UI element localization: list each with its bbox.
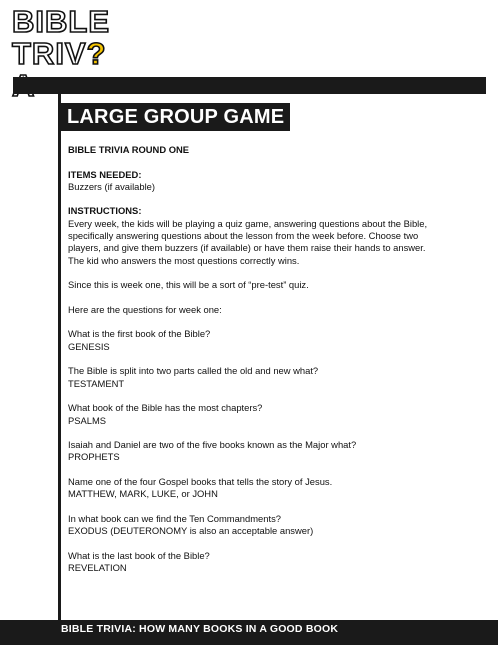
instructions-line: Every week, the kids will be playing a quiz game, answering questions about the Bible, <box>68 217 428 229</box>
question-text: The Bible is split into two parts called the old and new what? <box>68 365 319 377</box>
question-item <box>68 513 480 538</box>
round-heading: BIBLE TRIVIA ROUND ONE <box>68 144 190 155</box>
logo-line-2-start: TRIV <box>12 36 87 71</box>
question-item <box>68 476 480 501</box>
logo-question-mark: ? <box>86 36 107 71</box>
question-item <box>68 328 480 353</box>
questions-intro: Here are the questions for week one: <box>68 303 222 315</box>
answer-text: PSALMS <box>68 414 107 426</box>
answer-text: EXODUS (DEUTERONOMY is also an acceptable answer) <box>68 525 314 537</box>
question-text: Isaiah and Daniel are two of the five books known as the Major what? <box>68 439 357 451</box>
instructions-line: players, and give them buzzers (if available) or have them raise their hands to answer. <box>68 242 426 254</box>
question-item <box>68 402 480 427</box>
answer-text: TESTAMENT <box>68 377 125 389</box>
items-needed-text: Buzzers (if available) <box>68 180 156 192</box>
document-body <box>68 144 480 587</box>
bible-trivia-logo <box>12 6 122 76</box>
question-item <box>68 439 480 464</box>
pretest-note: Since this is week one, this will be a sort of “pre-test” quiz. <box>68 279 309 291</box>
page-title: LARGE GROUP GAME <box>61 103 290 131</box>
answer-text: MATTHEW, MARK, LUKE, or JOHN <box>68 488 218 500</box>
answer-text: GENESIS <box>68 340 110 352</box>
answer-text: REVELATION <box>68 562 127 574</box>
instructions-line: The kid who answers the most questions correctly wins. <box>68 254 300 266</box>
question-text: What book of the Bible has the most chapters? <box>68 402 263 414</box>
items-needed-heading: ITEMS NEEDED: <box>68 168 142 180</box>
question-text: In what book can we find the Ten Commandments? <box>68 512 281 524</box>
question-text: Name one of the four Gospel books that tells the story of Jesus. <box>68 476 333 488</box>
question-item <box>68 550 480 575</box>
left-rule <box>58 94 61 622</box>
question-item <box>68 365 480 390</box>
question-text: What is the first book of the Bible? <box>68 328 211 340</box>
question-text: What is the last book of the Bible? <box>68 549 210 561</box>
instructions-line: specifically answering questions about the lesson from the week before. Choose two <box>68 230 419 242</box>
footer-title: BIBLE TRIVIA: HOW MANY BOOKS IN A GOOD BOOK <box>61 623 339 635</box>
instructions-heading: INSTRUCTIONS: <box>68 205 142 217</box>
header-bar <box>13 77 486 94</box>
answer-text: PROPHETS <box>68 451 120 463</box>
logo-line-1: BIBLE <box>12 4 110 39</box>
